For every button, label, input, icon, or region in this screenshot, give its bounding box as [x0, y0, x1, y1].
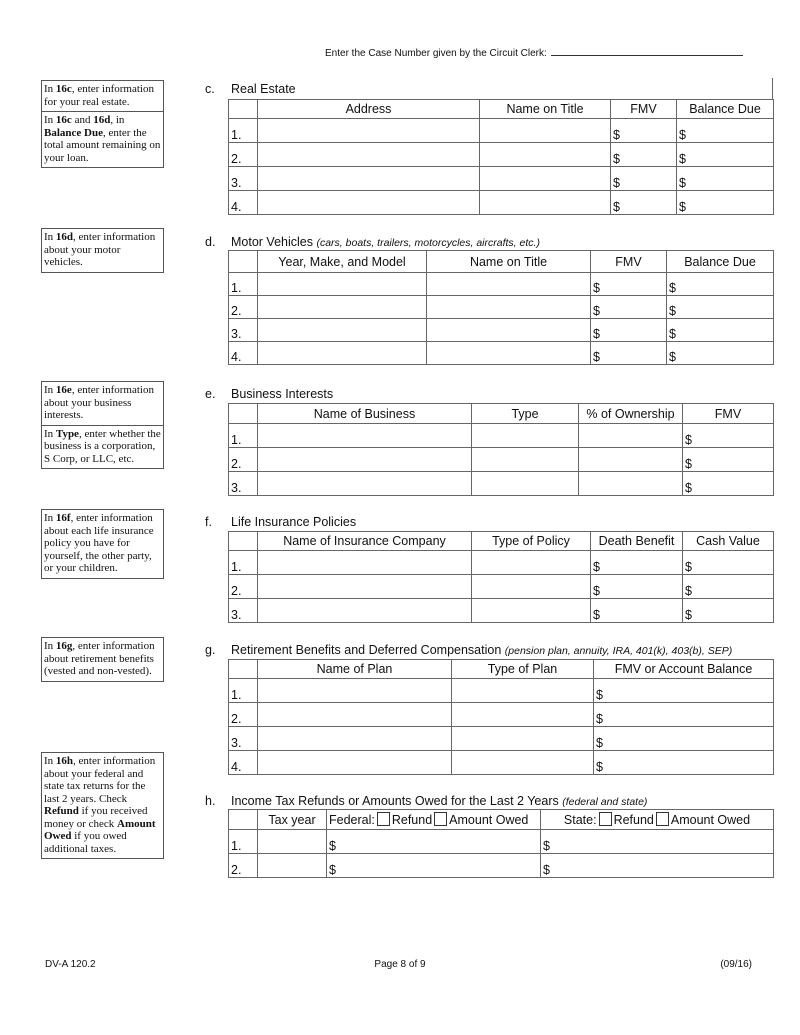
- instruction-run: In: [44, 114, 56, 126]
- column-header-label: State:: [563, 813, 597, 827]
- row-number: 3.: [229, 472, 258, 496]
- column-header: [591, 251, 667, 273]
- instruction-run: , enter information for your real estate.: [44, 83, 154, 108]
- column-header-label: FMV: [615, 254, 642, 269]
- table-cell-input[interactable]: [258, 551, 472, 575]
- column-header: [258, 251, 427, 273]
- page-number: Page 8 of 9: [374, 959, 426, 970]
- section-title-text: Retirement Benefits and Deferred Compensation: [231, 643, 502, 657]
- row-number: 1.: [229, 679, 258, 703]
- instruction-text: [42, 510, 163, 578]
- owed-label: Amount Owed: [449, 813, 529, 827]
- column-header: [258, 660, 452, 679]
- column-header-label: Tax year: [268, 812, 316, 827]
- row-number: 4.: [229, 751, 258, 775]
- section-title: [231, 643, 732, 657]
- column-header: [258, 404, 472, 424]
- section-title: [231, 82, 296, 96]
- row-number: 3.: [229, 319, 258, 342]
- table-cell-input[interactable]: [258, 679, 452, 703]
- column-header-label: Federal:: [329, 813, 375, 827]
- table-cell-input[interactable]: [258, 472, 472, 496]
- table-cell-input[interactable]: $: [677, 167, 774, 191]
- table-row: [229, 424, 774, 448]
- table-cell-input[interactable]: [472, 551, 591, 575]
- instruction-run: , enter information about your business interests.: [44, 384, 154, 421]
- instruction-text: [42, 382, 163, 425]
- section-table: [228, 531, 774, 623]
- column-header: [258, 532, 472, 551]
- instruction-bold: 16g: [55, 640, 73, 652]
- instruction-text: [42, 111, 163, 167]
- owed-checkbox[interactable]: [656, 812, 669, 826]
- table-cell-input[interactable]: $: [667, 319, 774, 342]
- column-header: [229, 251, 258, 273]
- section-title: [231, 515, 356, 529]
- table-cell-input[interactable]: [258, 424, 472, 448]
- table-cell-input[interactable]: $: [591, 342, 667, 365]
- instruction-run: , enter information about each life insurance policy you have for yourself, the other party, or your children.: [44, 512, 154, 574]
- row-number: 4.: [229, 191, 258, 215]
- instruction-box: [41, 509, 164, 579]
- table-cell-input[interactable]: [579, 424, 683, 448]
- instruction-text: [42, 81, 163, 111]
- section-title: [231, 387, 333, 401]
- table-row: [229, 273, 774, 296]
- column-header: [229, 810, 258, 830]
- instruction-text: [42, 229, 163, 272]
- table-cell-input[interactable]: [258, 448, 472, 472]
- column-header: [667, 251, 774, 273]
- table-cell-input[interactable]: [579, 448, 683, 472]
- instruction-bold: 16f: [55, 512, 71, 524]
- column-header-label: Balance Due: [689, 102, 761, 116]
- column-header: [229, 100, 258, 119]
- table-cell-input[interactable]: [427, 319, 591, 342]
- case-number-label: Enter the Case Number given by the Circuit Clerk:: [325, 48, 547, 59]
- row-number: 2.: [229, 143, 258, 167]
- table-row: [229, 342, 774, 365]
- refund-label: Refund: [613, 813, 654, 827]
- section-note: (federal and state): [562, 796, 648, 808]
- table-cell-input[interactable]: $: [591, 551, 683, 575]
- table-cell-input[interactable]: [452, 751, 594, 775]
- table-cell-input[interactable]: $: [683, 424, 774, 448]
- refund-checkbox[interactable]: [377, 812, 390, 826]
- table-cell-input[interactable]: $: [594, 727, 774, 751]
- form-id: DV-A 120.2: [45, 959, 96, 970]
- section-note: (cars, boats, trailers, motorcycles, aircrafts, etc.): [316, 237, 540, 249]
- table-row: [229, 727, 774, 751]
- table-cell-input[interactable]: $: [667, 296, 774, 319]
- table-cell-input[interactable]: [452, 703, 594, 727]
- table-cell-input[interactable]: [579, 472, 683, 496]
- instruction-run: and: [71, 114, 94, 126]
- column-header-label: Name on Title: [469, 254, 548, 269]
- section-title-text: Life Insurance Policies: [231, 515, 357, 529]
- divider: [772, 78, 773, 100]
- row-number: 1.: [229, 830, 258, 854]
- column-header-label: Address: [345, 102, 392, 116]
- column-header-label: Name of Plan: [316, 662, 393, 676]
- table-row: [229, 448, 774, 472]
- column-header-label: Name on Title: [506, 102, 584, 116]
- owed-label: Amount Owed: [670, 813, 751, 827]
- row-number: 1.: [229, 551, 258, 575]
- instruction-run: if you received money or check: [44, 805, 148, 830]
- section-table: [228, 403, 774, 496]
- table-cell-input[interactable]: $: [683, 599, 774, 623]
- column-header: [683, 532, 774, 551]
- table-cell-input[interactable]: [480, 143, 611, 167]
- row-number: 2.: [229, 854, 258, 878]
- table-cell-input[interactable]: [258, 319, 427, 342]
- section-letter: d.: [205, 235, 216, 249]
- table-cell-input[interactable]: $: [677, 119, 774, 143]
- table-header-row: [229, 810, 774, 830]
- section-table: [228, 659, 774, 775]
- column-header-label: FMV: [630, 102, 657, 116]
- table-cell-input[interactable]: $: [683, 551, 774, 575]
- table-cell-input[interactable]: $: [667, 273, 774, 296]
- table-row: [229, 296, 774, 319]
- table-cell-input[interactable]: [258, 273, 427, 296]
- section-table: [228, 250, 774, 365]
- table-cell-input[interactable]: $: [611, 119, 677, 143]
- table-cell-input[interactable]: [480, 119, 611, 143]
- table-cell-input[interactable]: [258, 830, 327, 854]
- column-header: [480, 100, 611, 119]
- row-number: 3.: [229, 167, 258, 191]
- column-header-label: FMV: [714, 406, 742, 421]
- row-number: 1.: [229, 273, 258, 296]
- table-cell-input[interactable]: $: [683, 448, 774, 472]
- table-cell-input[interactable]: $: [611, 191, 677, 215]
- instruction-run: In: [44, 231, 56, 243]
- section-title-text: Motor Vehicles: [231, 235, 313, 249]
- table-cell-input[interactable]: $: [594, 751, 774, 775]
- table-cell-input[interactable]: $: [667, 342, 774, 365]
- instruction-run: , enter information about your federal and state tax returns for the last 2 years. Check: [44, 755, 156, 805]
- instruction-text: [42, 425, 163, 469]
- table-cell-input[interactable]: [472, 472, 579, 496]
- column-header: [591, 532, 683, 551]
- table-cell-input[interactable]: $: [591, 296, 667, 319]
- table-cell-input[interactable]: [472, 424, 579, 448]
- section-note: (pension plan, annuity, IRA, 401(k), 403(b), SEP): [504, 645, 733, 657]
- row-number: 2.: [229, 296, 258, 319]
- column-header-label: Death Benefit: [598, 534, 675, 548]
- instruction-text: [42, 753, 163, 858]
- instruction-run: , enter whether the business is a corporation, S Corp, or LLC, etc.: [44, 427, 161, 465]
- column-header-label: Balance Due: [684, 254, 756, 269]
- column-header: [677, 100, 774, 119]
- column-header: [452, 660, 594, 679]
- column-header: [579, 404, 683, 424]
- column-header: [258, 100, 480, 119]
- instruction-bold: Type: [55, 427, 79, 440]
- table-row: [229, 751, 774, 775]
- column-header: [229, 404, 258, 424]
- column-header-label: Cash Value: [696, 534, 760, 548]
- table-cell-input[interactable]: [258, 751, 452, 775]
- instruction-run: In: [44, 384, 56, 396]
- section-title-text: Income Tax Refunds or Amounts Owed for the Last 2 Years: [231, 794, 559, 808]
- table-cell-input[interactable]: [258, 703, 452, 727]
- table-row: [229, 472, 774, 496]
- table-cell-input[interactable]: [258, 167, 480, 191]
- table-cell-input[interactable]: $: [683, 575, 774, 599]
- column-header-label: Type of Plan: [487, 662, 558, 676]
- column-header: [594, 660, 774, 679]
- table-row: [229, 679, 774, 703]
- row-number: 2.: [229, 448, 258, 472]
- table-cell-input[interactable]: [258, 727, 452, 751]
- section-letter: f.: [205, 515, 212, 529]
- table-cell-input[interactable]: [480, 191, 611, 215]
- section-letter: e.: [205, 387, 216, 401]
- table-row: [229, 599, 774, 623]
- table-row: [229, 191, 774, 215]
- instruction-box: [41, 637, 164, 682]
- table-row: [229, 830, 774, 854]
- row-number: 1.: [229, 424, 258, 448]
- column-header: [258, 810, 327, 830]
- instruction-run: In: [44, 755, 56, 767]
- table-cell-input[interactable]: $: [327, 830, 541, 854]
- table-cell-input[interactable]: [472, 575, 591, 599]
- instruction-run: , enter information about retirement benefits (vested and non-vested).: [44, 640, 155, 677]
- section-letter: g.: [205, 643, 216, 657]
- row-number: 3.: [229, 727, 258, 751]
- table-header-row: [229, 660, 774, 679]
- table-cell-input[interactable]: $: [541, 830, 774, 854]
- table-cell-input[interactable]: $: [591, 319, 667, 342]
- table-cell-input[interactable]: $: [683, 472, 774, 496]
- column-header: [472, 404, 579, 424]
- table-row: [229, 167, 774, 191]
- table-cell-input[interactable]: $: [611, 143, 677, 167]
- instruction-run: , enter the total amount remaining on your loan.: [44, 126, 161, 164]
- row-number: 2.: [229, 575, 258, 599]
- table-cell-input[interactable]: [258, 296, 427, 319]
- table-row: [229, 575, 774, 599]
- table-cell-input[interactable]: $: [677, 191, 774, 215]
- instruction-run: In: [44, 640, 56, 652]
- table-cell-input[interactable]: [258, 191, 480, 215]
- table-cell-input[interactable]: [452, 727, 594, 751]
- instruction-bold: 16e: [55, 384, 72, 396]
- table-cell-input[interactable]: $: [594, 703, 774, 727]
- instruction-run: , in: [110, 114, 125, 126]
- table-cell-input[interactable]: $: [677, 143, 774, 167]
- table-header-row: [229, 532, 774, 551]
- table-cell-input[interactable]: [427, 342, 591, 365]
- table-cell-input[interactable]: [258, 342, 427, 365]
- table-header-row: [229, 251, 774, 273]
- section-table: [228, 809, 774, 878]
- column-header-label: Year, Make, and Model: [278, 254, 406, 269]
- instruction-bold: Refund: [44, 805, 79, 817]
- instruction-box: [41, 228, 164, 273]
- instruction-box: [41, 80, 164, 168]
- owed-checkbox[interactable]: [434, 812, 447, 826]
- table-cell-input[interactable]: $: [594, 679, 774, 703]
- column-header: [327, 810, 541, 830]
- table-row: [229, 551, 774, 575]
- table-cell-input[interactable]: [427, 296, 591, 319]
- column-header-label: Name of Business: [313, 406, 416, 421]
- table-cell-input[interactable]: [452, 679, 594, 703]
- table-cell-input[interactable]: [472, 448, 579, 472]
- row-number: 2.: [229, 703, 258, 727]
- column-header: [541, 810, 774, 830]
- instruction-run: In: [44, 427, 56, 440]
- instruction-bold: 16d: [55, 231, 74, 243]
- refund-checkbox[interactable]: [599, 812, 612, 826]
- instruction-bold: 16c: [55, 83, 72, 95]
- column-header: [683, 404, 774, 424]
- table-cell-input[interactable]: $: [611, 167, 677, 191]
- column-header: [472, 532, 591, 551]
- instruction-box: [41, 752, 164, 859]
- table-row: [229, 119, 774, 143]
- table-cell-input[interactable]: $: [591, 273, 667, 296]
- case-number-blank[interactable]: [551, 46, 743, 56]
- row-number: 4.: [229, 342, 258, 365]
- instruction-bold: 16c: [55, 114, 72, 126]
- table-cell-input[interactable]: [258, 575, 472, 599]
- table-header-row: [229, 100, 774, 119]
- column-header-label: Name of Insurance Company: [283, 534, 446, 548]
- table-cell-input[interactable]: $: [541, 854, 774, 878]
- column-header: [611, 100, 677, 119]
- table-cell-input[interactable]: [258, 599, 472, 623]
- table-header-row: [229, 404, 774, 424]
- section-table: [228, 99, 774, 215]
- instruction-run: if you owed additional taxes.: [44, 830, 127, 855]
- column-header-label: Type: [511, 406, 539, 421]
- instruction-bold: 16d: [93, 114, 111, 126]
- table-cell-input[interactable]: $: [591, 599, 683, 623]
- case-number-field[interactable]: [325, 46, 743, 59]
- table-cell-input[interactable]: $: [327, 854, 541, 878]
- instruction-box: [41, 381, 164, 469]
- table-row: [229, 854, 774, 878]
- section-letter: h.: [205, 794, 216, 808]
- table-cell-input[interactable]: [427, 273, 591, 296]
- column-header-label: FMV or Account Balance: [614, 662, 753, 676]
- refund-label: Refund: [391, 813, 433, 827]
- column-header: [427, 251, 591, 273]
- table-row: [229, 143, 774, 167]
- instruction-run: , enter information about your motor vehicles.: [44, 231, 156, 268]
- table-row: [229, 319, 774, 342]
- table-cell-input[interactable]: [472, 599, 591, 623]
- instruction-bold: 16h: [55, 755, 74, 767]
- table-cell-input[interactable]: $: [591, 575, 683, 599]
- column-header: [229, 660, 258, 679]
- table-cell-input[interactable]: [258, 119, 480, 143]
- instruction-text: [42, 638, 163, 681]
- section-title-text: Real Estate: [231, 82, 296, 96]
- instruction-run: In: [44, 512, 56, 524]
- form-revision: (09/16): [720, 959, 752, 970]
- section-title: [231, 794, 647, 808]
- section-letter: c.: [205, 82, 215, 96]
- table-cell-input[interactable]: [258, 854, 327, 878]
- table-row: [229, 703, 774, 727]
- instruction-run: In: [44, 83, 56, 95]
- column-header: [229, 532, 258, 551]
- instruction-bold: Amount Owed: [44, 817, 156, 842]
- row-number: 1.: [229, 119, 258, 143]
- row-number: 3.: [229, 599, 258, 623]
- section-title: [231, 235, 540, 249]
- section-title-text: Business Interests: [231, 387, 334, 401]
- table-cell-input[interactable]: [480, 167, 611, 191]
- table-cell-input[interactable]: [258, 143, 480, 167]
- column-header-label: % of Ownership: [586, 406, 675, 421]
- column-header-label: Type of Policy: [492, 534, 570, 548]
- instruction-bold: Balance Due: [44, 126, 103, 139]
